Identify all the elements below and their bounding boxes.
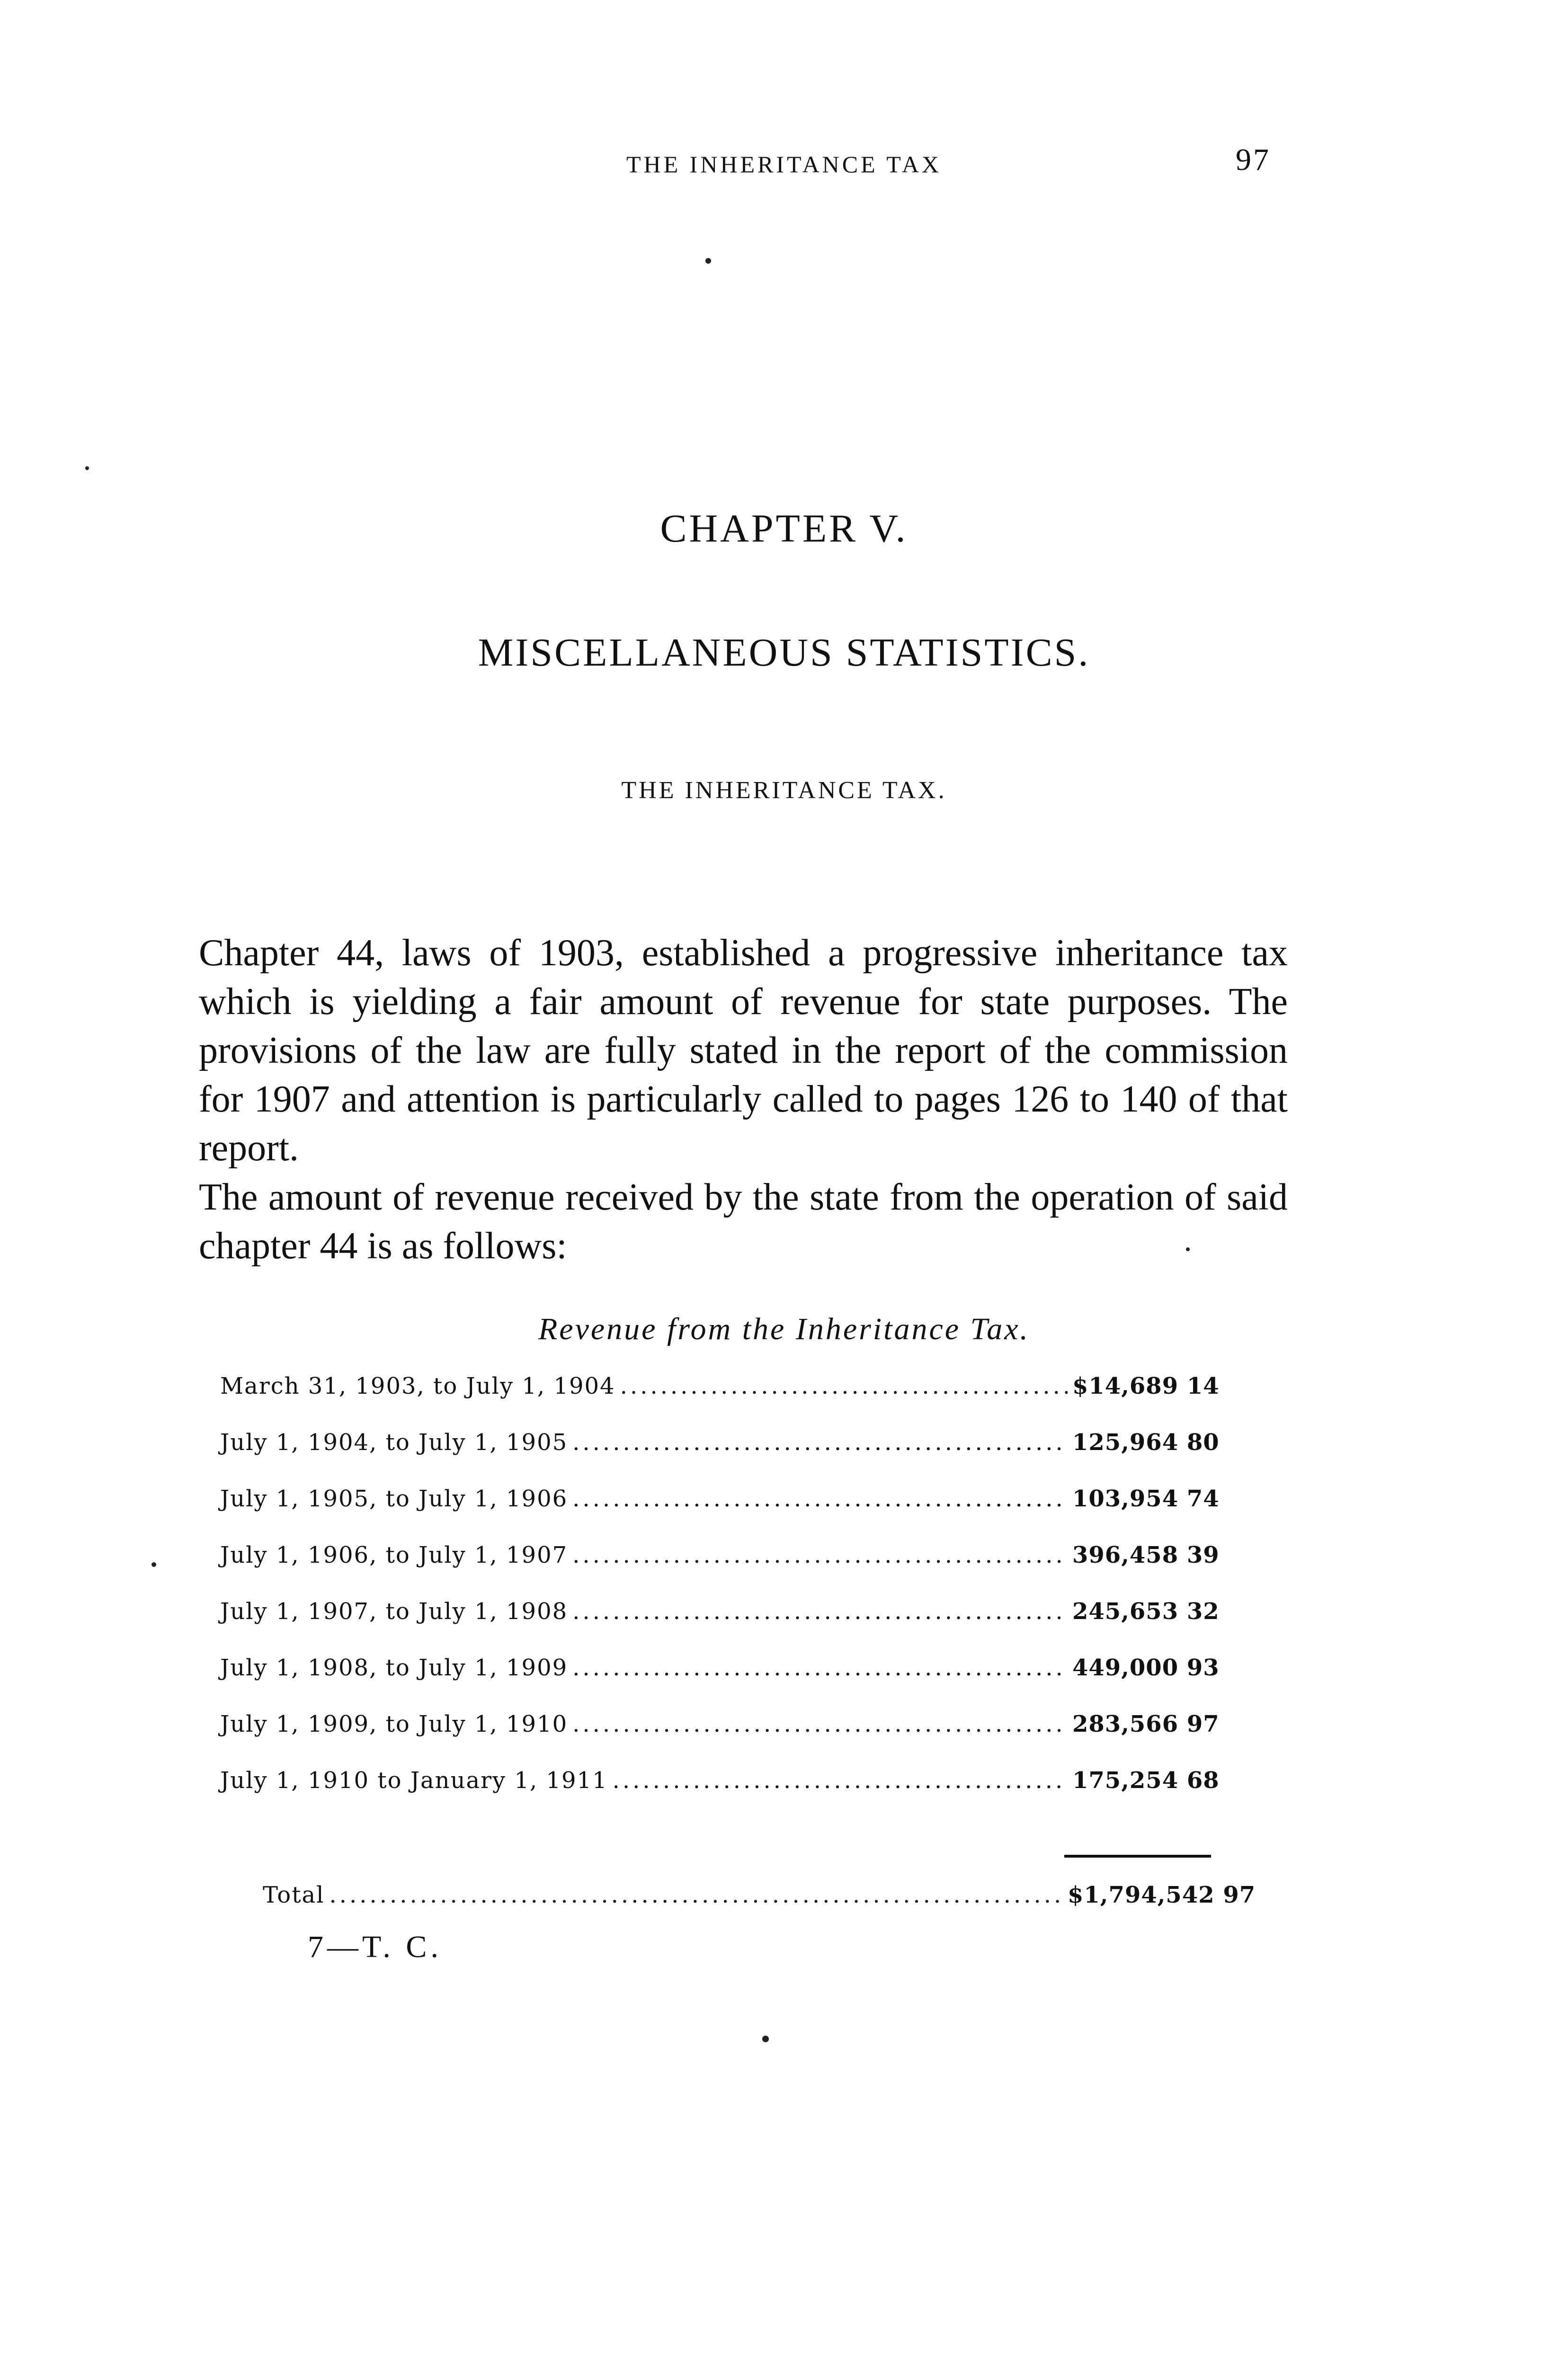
row-amount: 175,254 68 — [1072, 1767, 1220, 1794]
row-amount: $14,689 14 — [1072, 1373, 1220, 1399]
table-row — [220, 1429, 1220, 1486]
scan-speck — [705, 258, 711, 264]
dot-leader — [329, 1882, 1063, 1908]
dot-leader — [613, 1767, 1068, 1794]
scan-speck — [151, 1562, 156, 1567]
scan-speck — [1186, 1247, 1190, 1251]
chapter-title: CHAPTER V. — [660, 507, 908, 551]
table-row — [220, 1598, 1220, 1655]
dot-leader — [572, 1655, 1068, 1681]
row-period: March 31, 1903, to July 1, 1904 — [220, 1373, 615, 1399]
total-label: Total — [263, 1882, 325, 1908]
scan-speck — [762, 2036, 769, 2042]
table-row — [220, 1542, 1220, 1598]
row-amount: 283,566 97 — [1072, 1711, 1220, 1737]
row-period: July 1, 1906, to July 1, 1907 — [220, 1542, 568, 1568]
revenue-table — [220, 1373, 1220, 1824]
row-period: July 1, 1910 to January 1, 1911 — [220, 1767, 608, 1794]
row-period: July 1, 1908, to July 1, 1909 — [220, 1655, 568, 1681]
paragraph-chapter-44: Chapter 44, laws of 1903, established a progressive inheritance tax which is yielding a fair amount of revenue for state purposes. The provisions of the law are fully stated in the report of the commission for 1907 and attention is particularly called to pages 126 to 140 of that report. — [199, 932, 1288, 1169]
table-row — [220, 1486, 1220, 1542]
row-amount: 125,964 80 — [1072, 1429, 1220, 1456]
row-period: July 1, 1904, to July 1, 1905 — [220, 1429, 568, 1456]
table-row — [220, 1711, 1220, 1767]
row-period: July 1, 1907, to July 1, 1908 — [220, 1598, 568, 1625]
dot-leader — [572, 1598, 1068, 1625]
table-caption: Revenue from the Inheritance Tax. — [538, 1312, 1030, 1346]
scan-speck — [85, 466, 89, 470]
table-row — [220, 1655, 1220, 1711]
dot-leader — [572, 1486, 1068, 1512]
row-amount: 245,653 32 — [1072, 1598, 1220, 1625]
dot-leader — [620, 1373, 1068, 1399]
section-title: MISCELLANEOUS STATISTICS. — [478, 631, 1090, 675]
total-amount: $1,794,542 97 — [1068, 1882, 1256, 1908]
table-row — [220, 1373, 1220, 1429]
row-period: July 1, 1905, to July 1, 1906 — [220, 1486, 568, 1512]
dot-leader — [572, 1429, 1068, 1456]
total-row — [263, 1882, 1256, 1908]
paragraph-revenue-intro: The amount of revenue received by the state from the operation of said chapter 44 is as follows: — [199, 1176, 1288, 1267]
dot-leader — [572, 1542, 1068, 1568]
page-number: 97 — [1236, 142, 1271, 177]
signature-mark: 7—T. C. — [308, 1930, 442, 1964]
subsection-title: THE INHERITANCE TAX. — [621, 777, 947, 804]
row-amount: 103,954 74 — [1072, 1486, 1220, 1512]
dot-leader — [572, 1711, 1068, 1737]
running-head-title: THE INHERITANCE TAX — [626, 151, 942, 178]
row-period: July 1, 1909, to July 1, 1910 — [220, 1711, 568, 1737]
row-amount: 449,000 93 — [1072, 1655, 1220, 1681]
row-amount: 396,458 39 — [1072, 1542, 1220, 1568]
table-row — [220, 1767, 1220, 1824]
total-rule — [1064, 1855, 1211, 1858]
